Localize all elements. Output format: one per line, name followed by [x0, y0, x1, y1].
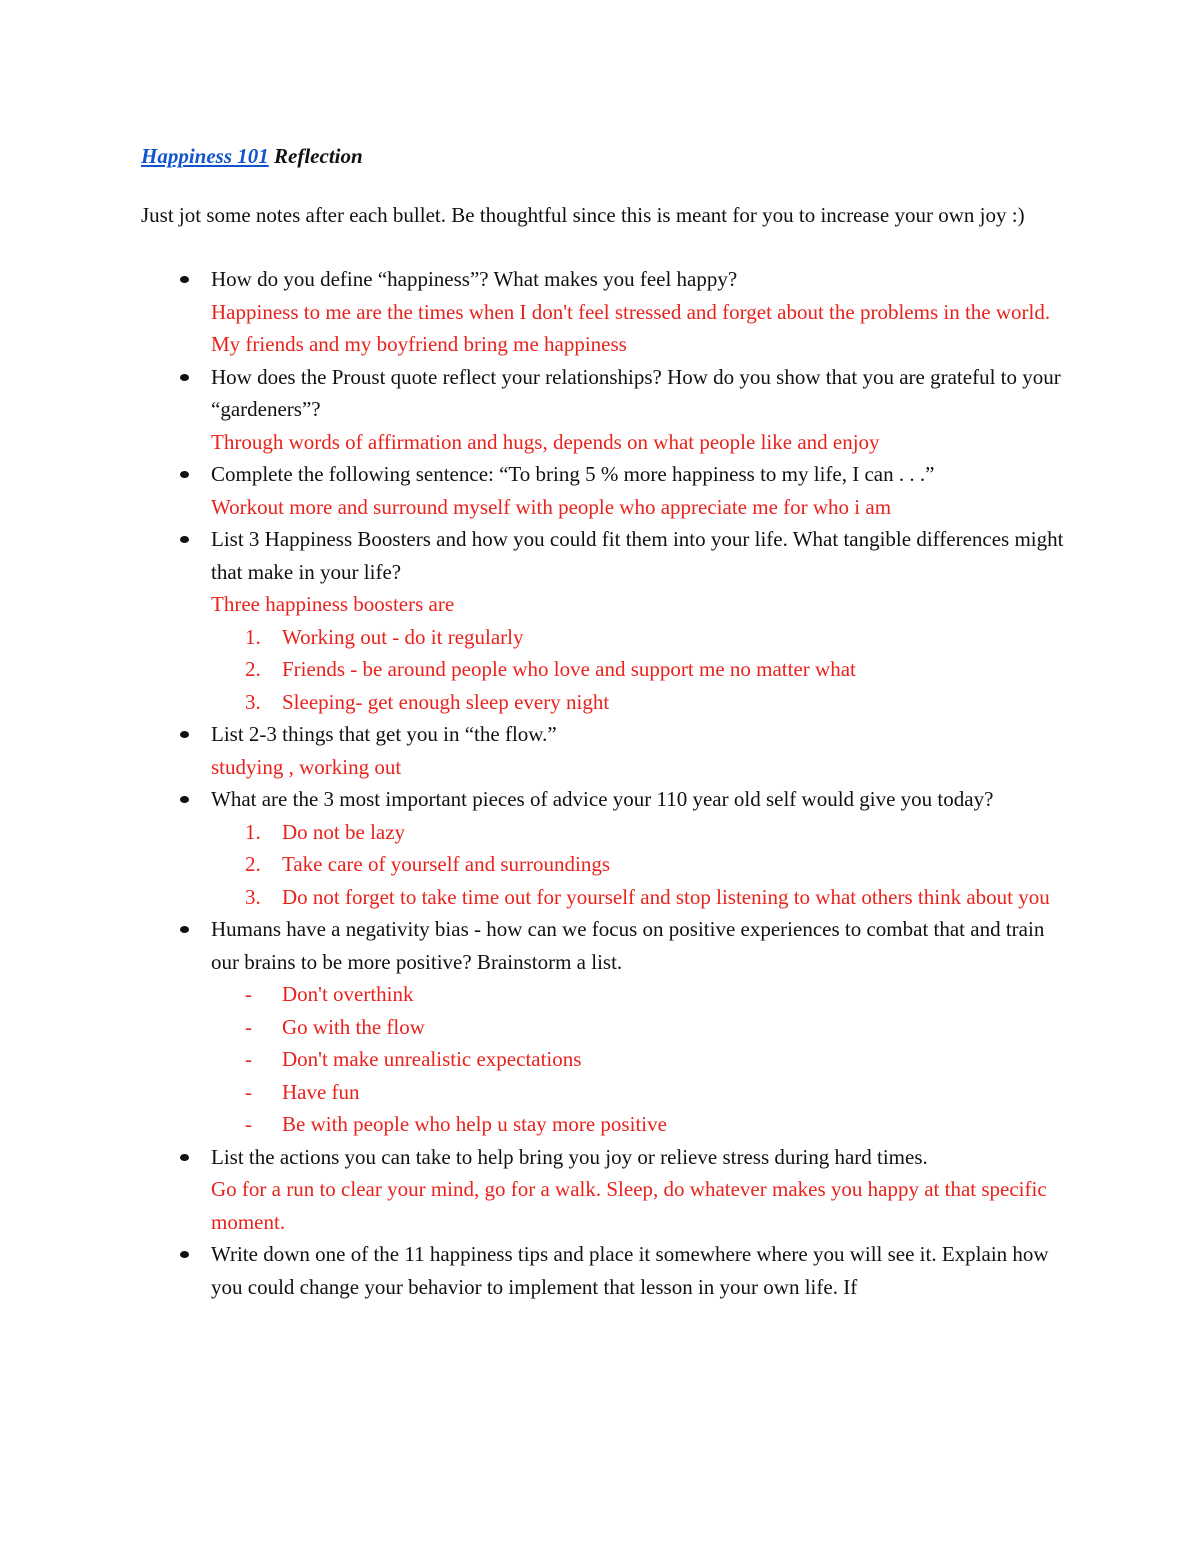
question-item	[141, 1238, 1071, 1303]
answer-text: Three happiness boosters are	[211, 592, 455, 616]
answer-list-text: Have fun	[282, 1079, 360, 1104]
document-page	[141, 140, 1071, 1303]
bullet-icon	[180, 1251, 189, 1258]
question-item	[141, 718, 1071, 783]
list-marker: -	[245, 1112, 252, 1136]
answer-list-item	[211, 1108, 1071, 1141]
bullet-icon	[180, 796, 189, 803]
answer-list-item	[211, 1043, 1071, 1076]
list-marker: 3.	[245, 689, 261, 714]
answer-list-text: Be with people who help u stay more positive	[282, 1112, 667, 1136]
bullet-icon	[180, 731, 189, 738]
question-text: How do you define “happiness”? What makes you feel happy?	[211, 267, 738, 291]
list-marker: 1.	[245, 624, 261, 649]
list-marker: -	[245, 1014, 252, 1039]
question-text: Complete the following sentence: “To bring 5 % more happiness to my life, I can . . .”	[211, 462, 935, 486]
answer-list-text: Don't overthink	[282, 982, 414, 1006]
bullet-icon	[180, 536, 189, 543]
answer-list	[211, 621, 1071, 719]
question-item	[141, 783, 1071, 913]
bullet-icon	[180, 471, 189, 478]
question-list	[141, 263, 1071, 1303]
question-text: List the actions you can take to help bring you joy or relieve stress during hard times.	[211, 1144, 928, 1169]
answer-list-item	[211, 816, 1071, 849]
answer-list-text: Don't make unrealistic expectations	[282, 1047, 582, 1071]
answer-list-text: Sleeping- get enough sleep every night	[282, 689, 610, 714]
list-marker: -	[245, 1079, 252, 1104]
list-marker: 1.	[245, 819, 261, 844]
answer-list-text: Friends - be around people who love and support me no matter what	[282, 657, 856, 681]
bullet-icon	[180, 926, 189, 933]
answer-list	[211, 816, 1071, 914]
answer-list-item	[211, 978, 1071, 1011]
answer-list	[211, 978, 1071, 1141]
answer-text: Through words of affirmation and hugs, depends on what people like and enjoy	[211, 429, 880, 454]
question-item	[141, 913, 1071, 1141]
answer-list-text: Go with the flow	[282, 1014, 425, 1039]
question-text: List 3 Happiness Boosters and how you could fit them into your life. What tangible differences might that make in your life?	[211, 527, 1064, 584]
question-text: What are the 3 most important pieces of advice your 110 year old self would give you today?	[211, 787, 994, 811]
list-marker: -	[245, 982, 252, 1006]
answer-list-text: Do not be lazy	[282, 819, 406, 844]
question-item	[141, 458, 1071, 523]
answer-list-item	[211, 1076, 1071, 1109]
document-title	[141, 140, 1071, 173]
question-text: Write down one of the 11 happiness tips and place it somewhere where you will see it. Explain how you could change your behavior to implement that lesson in your own life. If	[211, 1242, 1049, 1299]
question-text: List 2-3 things that get you in “the flow.”	[211, 722, 557, 746]
answer-list-text: Take care of yourself and surroundings	[282, 852, 611, 876]
bullet-icon	[180, 1154, 189, 1161]
answer-list-text: Do not forget to take time out for yourself and stop listening to what others think about you	[282, 884, 1050, 909]
bullet-icon	[180, 276, 189, 283]
question-text: How does the Proust quote reflect your relationships? How do you show that you are grateful to your “gardeners”?	[211, 364, 1061, 421]
question-text: Humans have a negativity bias - how can we focus on positive experiences to combat that and train our brains to be more positive? Brainstorm a list.	[211, 917, 1045, 974]
intro-text: Just jot some notes after each bullet. Be thoughtful since this is meant for you to increase your own joy :)	[141, 202, 1025, 227]
answer-text: Go for a run to clear your mind, go for a walk. Sleep, do whatever makes you happy at that specific moment.	[211, 1177, 1047, 1234]
answer-list-item	[211, 848, 1071, 881]
list-marker: 3.	[245, 884, 261, 909]
bullet-icon	[180, 374, 189, 381]
question-item	[141, 361, 1071, 459]
answer-list-item	[211, 686, 1071, 719]
list-marker: 2.	[245, 657, 261, 681]
answer-list-text: Working out - do it regularly	[282, 624, 524, 649]
answer-list-item	[211, 621, 1071, 654]
answer-text: studying , working out	[211, 754, 402, 779]
answer-list-item	[211, 653, 1071, 686]
title-link[interactable]: Happiness 101	[141, 144, 269, 168]
question-item	[141, 263, 1071, 361]
list-marker: -	[245, 1047, 252, 1071]
answer-list-item	[211, 1011, 1071, 1044]
list-marker: 2.	[245, 852, 261, 876]
title-suffix: Reflection	[268, 144, 363, 168]
answer-list-item	[211, 881, 1071, 914]
answer-text: Happiness to me are the times when I don't feel stressed and forget about the problems in the world. My friends and my boyfriend bring me happiness	[211, 299, 1051, 356]
question-item	[141, 523, 1071, 718]
answer-text: Workout more and surround myself with people who appreciate me for who i am	[211, 494, 892, 519]
question-item	[141, 1141, 1071, 1239]
